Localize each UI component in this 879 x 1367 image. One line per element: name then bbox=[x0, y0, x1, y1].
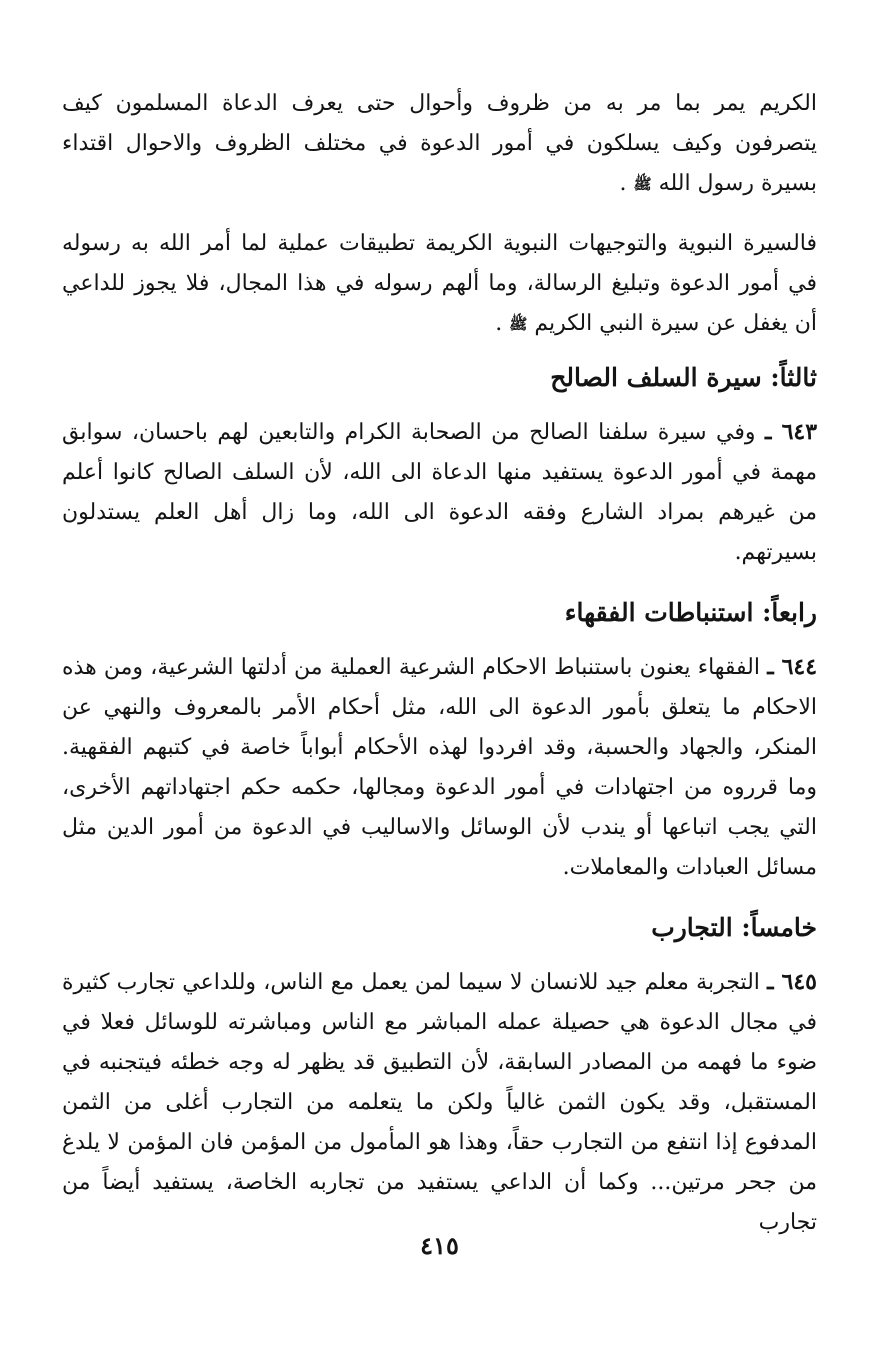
section-paragraph-644 bbox=[62, 647, 817, 888]
section-paragraph-645 bbox=[62, 962, 817, 1243]
paragraph-text: وفي سيرة سلفنا الصالح من الصحابة الكرام والتابعين لهم باحسان، سوابق مهمة في أمور الدعوة يستفيد منها الدعاة الى الله، لأن السلف الصالح كانوا أعلم من غيرهم بمراد الشارع وفقه الدعوة الى الله، وما زال أهل العلم يستدلون بسيرتهم. bbox=[62, 420, 817, 565]
sira-paragraph-text: فالسيرة النبوية والتوجيهات النبوية الكريمة تطبيقات عملية لما أمر الله به رسوله في أمور الدعوة وتبليغ الرسالة، وما ألهم رسوله في هذا المجال، فلا يجوز للداعي أن يغفل عن سيرة النبي الكريم bbox=[62, 231, 817, 336]
paragraph-text: الفقهاء يعنون باستنباط الاحكام الشرعية العملية من أدلتها الشرعية، ومن هذه الاحكام ما يتعلق بأمور الدعوة الى الله، مثل أحكام الأمر بالمعروف والنهي عن المنكر، والجهاد والحسبة، وقد افردوا لهذه الأحكام أبواباً خاصة في كتبهم الفقهية. وما قرروه من اجتهادات في أمور الدعوة ومجالها، حكمه حكم اجتهاداتهم الأخرى، التي يجب اتباعها أو يندب لأن الوسائل والاساليب في الدعوة من أمور الدين مثل مسائل العبادات والمعاملات. bbox=[62, 655, 817, 880]
intro-paragraph-text: الكريم يمر بما مر به من ظروف وأحوال حتى يعرف الدعاة المسلمون كيف يتصرفون وكيف يسلكون في أمور الدعوة في مختلف الظروف والاحوال اقتداء بسيرة رسول الله bbox=[62, 91, 817, 196]
paragraph-number: ٦٤٤ ـ bbox=[767, 654, 818, 680]
section-heading-tajarib: خامساً: التجارب bbox=[651, 913, 817, 942]
pbuh-glyph: ﷺ bbox=[633, 175, 652, 193]
sira-paragraph: فالسيرة النبوية والتوجيهات النبوية الكريمة تطبيقات عملية لما أمر الله به رسوله في أمور الدعوة وتبليغ الرسالة، وما ألهم رسوله في هذا المجال، فلا يجوز للداعي أن يغفل عن سيرة النبي الكريم ﷺ . bbox=[62, 231, 817, 336]
paragraph-text: التجربة معلم جيد للانسان لا سيما لمن يعمل مع الناس، وللداعي تجارب كثيرة في مجال الدعوة هي حصيلة عمله المباشر مع الناس ومباشرته للوسائل فعلا في ضوء ما فهمه من المصادر السابقة، لأن التطبيق قد يظهر له وجه خطئه فيتجنبه في المستقبل، وقد يكون الثمن غالياً ولكن ما يتعلمه من التجارب أغلى من الثمن المدفوع إذا انتفع من التجارب حقاً، وهذا هو المأمول من المؤمن فان المؤمن لا يلدغ من جحر مرتين... وكما أن الداعي يستفيد من تجاربه الخاصة، يستفيد أيضاً من تجارب bbox=[62, 970, 817, 1235]
section-paragraph-643 bbox=[62, 412, 817, 573]
intro-paragraph: الكريم يمر بما مر به من ظروف وأحوال حتى يعرف الدعاة المسلمون كيف يتصرفون وكيف يسلكون في أمور الدعوة في مختلف الظروف والاحوال اقتداء بسيرة رسول الله ﷺ . bbox=[62, 91, 817, 196]
paragraph-number: ٦٤٣ ـ bbox=[764, 419, 818, 445]
paragraph-number: ٦٤٥ ـ bbox=[767, 969, 817, 995]
section-heading-fuqaha: رابعاً: استنباطات الفقهاء bbox=[564, 598, 817, 627]
pbuh-glyph: ﷺ bbox=[509, 315, 528, 333]
section-heading-salaf: ثالثاً: سيرة السلف الصالح bbox=[550, 363, 817, 392]
page-number: ٤١٥ bbox=[420, 1231, 459, 1260]
